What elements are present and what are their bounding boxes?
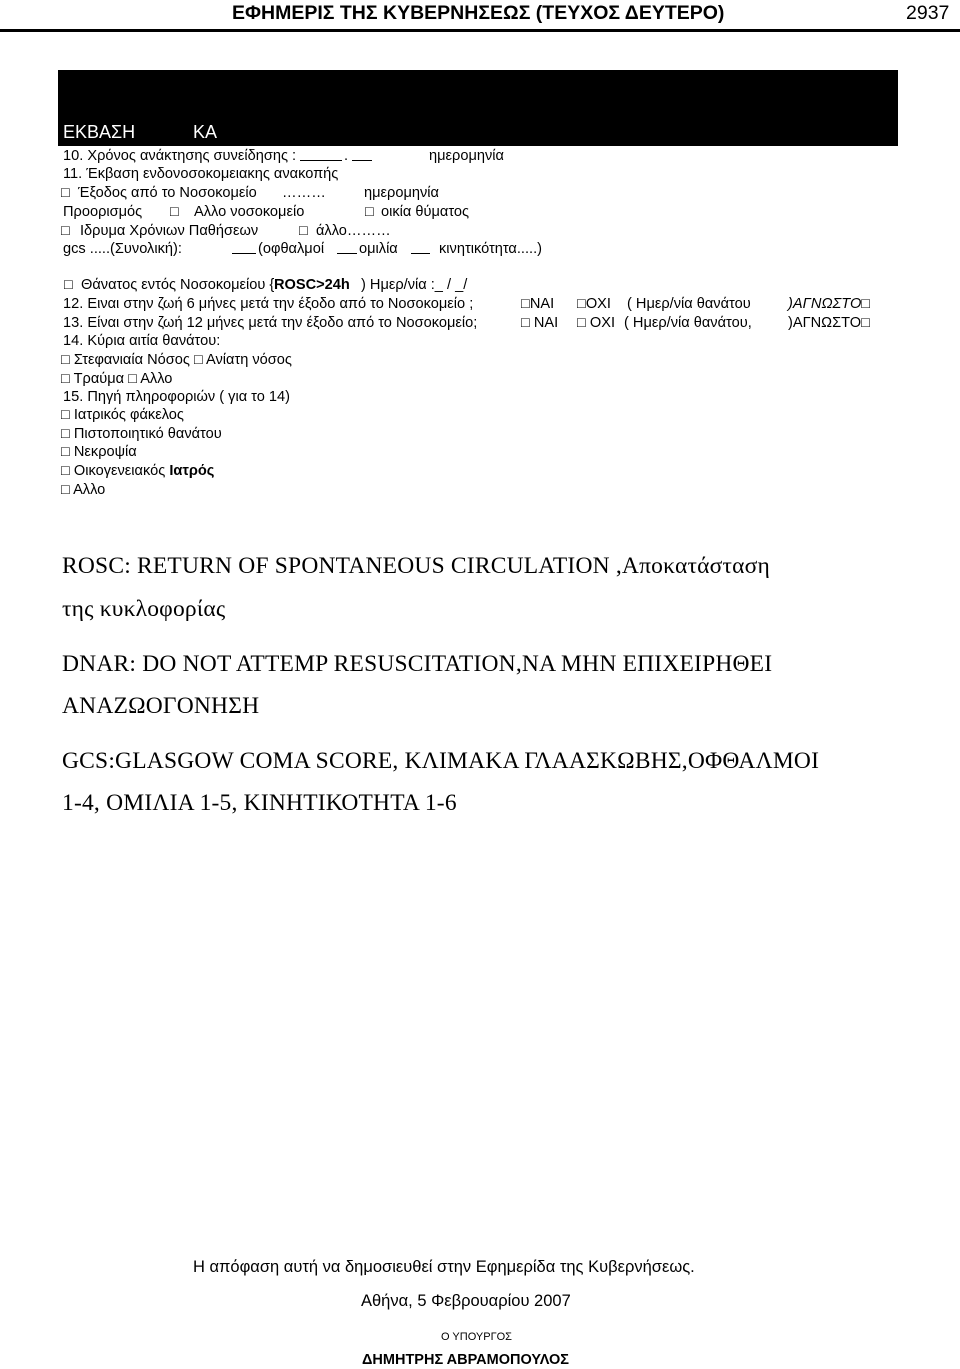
- q10-label: 10. Χρόνος ανάκτησης συνείδησης :: [63, 148, 297, 164]
- signatory-role: Ο ΥΠΟΥΡΓΟΣ: [441, 1331, 512, 1343]
- gcs-eyes-blank[interactable]: [337, 240, 357, 259]
- gcs-eyes-label: (οφθαλμοί: [258, 241, 325, 257]
- dest-other-hospital-label: Αλλο νοσοκομείο: [194, 204, 305, 220]
- death-date-field[interactable]: ) Ημερ/νία :_ / _/: [361, 277, 468, 293]
- chronic-institution-checkbox[interactable]: □: [61, 223, 70, 239]
- q12-unknown-checkbox[interactable]: )ΑΓΝΩΣΤΟ□: [788, 296, 871, 312]
- glossary-gcs-line-2: 1-4, ΟΜΙΛΙΑ 1-5, ΚΙΝΗΤΙΚΟΤΗΤΑ 1-6: [62, 790, 457, 816]
- gcs-speech-blank[interactable]: [411, 240, 430, 259]
- q13-death-date-label: ( Ημερ/νία θανάτου,: [624, 315, 752, 331]
- q10-date-label: ημερομηνία: [429, 148, 504, 164]
- other-destination-checkbox[interactable]: □: [299, 223, 308, 239]
- exit-hospital-label: Έξοδος από το Νοσοκομείο: [78, 185, 257, 201]
- q15-option-family-doctor-label: □ Οικογενειακός: [61, 463, 166, 479]
- rosc-24h-label: ROSC>24h: [274, 277, 350, 293]
- q15-option-other[interactable]: □ Αλλο: [61, 482, 106, 498]
- publication-statement: Η απόφαση αυτή να δημοσιευθεί στην Εφημερίδα της Κυβερνήσεως.: [193, 1258, 695, 1276]
- q12-yes-checkbox[interactable]: □ΝΑΙ: [521, 296, 555, 312]
- signature-date: Αθήνα, 5 Φεβρουαρίου 2007: [361, 1292, 571, 1310]
- q15-label: 15. Πηγή πληροφοριών ( για το 14): [63, 389, 291, 405]
- glossary-rosc-line-1: ROSC: RETURN OF SPONTANEOUS CIRCULATION ,Αποκατάσταση: [62, 553, 771, 579]
- page-number: 2937: [906, 2, 950, 24]
- q15-option-medical-record[interactable]: □ Ιατρικός φάκελος: [61, 407, 184, 423]
- other-destination-label: άλλο………: [316, 223, 391, 239]
- q13-yes-checkbox[interactable]: □ ΝΑΙ: [521, 315, 559, 331]
- q15-option-death-certificate[interactable]: □ Πιστοποιητικό θανάτου: [61, 426, 222, 442]
- header-divider: [0, 29, 960, 32]
- section-heading-band: [58, 70, 898, 146]
- gcs-speech-label: ομιλία: [359, 241, 398, 257]
- q12-death-date-label: ( Ημερ/νία θανάτου: [627, 296, 751, 312]
- destination-label: Προορισμός: [63, 204, 143, 220]
- gcs-total-blank[interactable]: [232, 240, 256, 259]
- death-in-hospital-label: Θάνατος εντός Νοσοκομείου {: [81, 277, 275, 293]
- exit-checkbox[interactable]: □: [61, 185, 70, 201]
- section-heading-ekvasi: ΕΚΒΑΣΗ: [63, 122, 136, 142]
- q13-label: 13. Είναι στην ζωή 12 μήνες μετά την έξοδο από το Νοσοκομείο;: [63, 315, 478, 331]
- q15-option-family-doctor[interactable]: [61, 462, 214, 480]
- q15-option-family-doctor-bold: Ιατρός: [169, 463, 215, 479]
- gcs-motor-label: κινητικότητα.....): [439, 241, 542, 257]
- glossary-dnar-line-2: ΑΝΑΖΩΟΓΟΝΗΣΗ: [62, 693, 260, 719]
- death-in-hospital-checkbox[interactable]: □: [64, 277, 73, 293]
- exit-dots: ………: [282, 185, 326, 201]
- q14-label: 14. Κύρια αιτία θανάτου:: [63, 333, 221, 349]
- exit-date-label: ημερομηνία: [364, 185, 439, 201]
- q10-separator: .: [344, 148, 349, 164]
- dest-home-checkbox[interactable]: □: [365, 204, 374, 220]
- signatory-name: ΔΗΜΗΤΡΗΣ ΑΒΡΑΜΟΠΟΥΛΟΣ: [362, 1352, 569, 1368]
- chronic-institution-label: Ιδρυμα Χρόνιων Παθήσεων: [80, 223, 259, 239]
- dest-home-label: οικία θύματος: [381, 204, 470, 220]
- q15-option-autopsy[interactable]: □ Νεκροψία: [61, 444, 137, 460]
- q13-unknown-checkbox[interactable]: )ΑΓΝΩΣΤΟ□: [788, 315, 870, 331]
- glossary-dnar-line-1: DNAR: DO NOT ATTEMP RESUSCITATION,ΝΑ ΜΗΝ ΕΠΙΧΕΙΡΗΘΕΙ: [62, 651, 773, 677]
- q13-no-checkbox[interactable]: □ ΟΧΙ: [577, 315, 616, 331]
- page-header-title: ΕΦΗΜΕΡΙΣ ΤΗΣ ΚΥΒΕΡΝΗΣΕΩΣ (ΤΕΥΧΟΣ ΔΕΥΤΕΡΟ): [232, 2, 725, 24]
- glossary-rosc-line-2: της κυκλοφορίας: [62, 596, 226, 622]
- q10-blank-1[interactable]: [300, 147, 342, 166]
- q11-label: 11. Έκβαση ενδονοσοκομειακης ανακοπής: [63, 166, 339, 182]
- section-heading-ka: ΚΑ: [193, 122, 218, 142]
- q14-options-row-1[interactable]: □ Στεφανιαία Νόσος □ Ανίατη νόσος: [61, 352, 292, 368]
- glossary-gcs-line-1: GCS:GLASGOW COMA SCORE, ΚΛΙΜΑΚΑ ΓΛΑΑΣΚΩΒΗΣ,ΟΦΘΑΛΜΟΙ: [62, 748, 820, 774]
- dest-other-hospital-checkbox[interactable]: □: [170, 204, 179, 220]
- gcs-total-label: gcs .....(Συνολική):: [63, 241, 182, 257]
- q14-options-row-2[interactable]: □ Τραύμα □ Αλλο: [61, 371, 173, 387]
- q12-label: 12. Eιναι στην ζωή 6 μήνες μετά την έξοδο από το Νοσοκομείο ;: [63, 296, 474, 312]
- q10-blank-2[interactable]: [352, 147, 372, 166]
- q12-no-checkbox[interactable]: □ΟΧΙ: [577, 296, 611, 312]
